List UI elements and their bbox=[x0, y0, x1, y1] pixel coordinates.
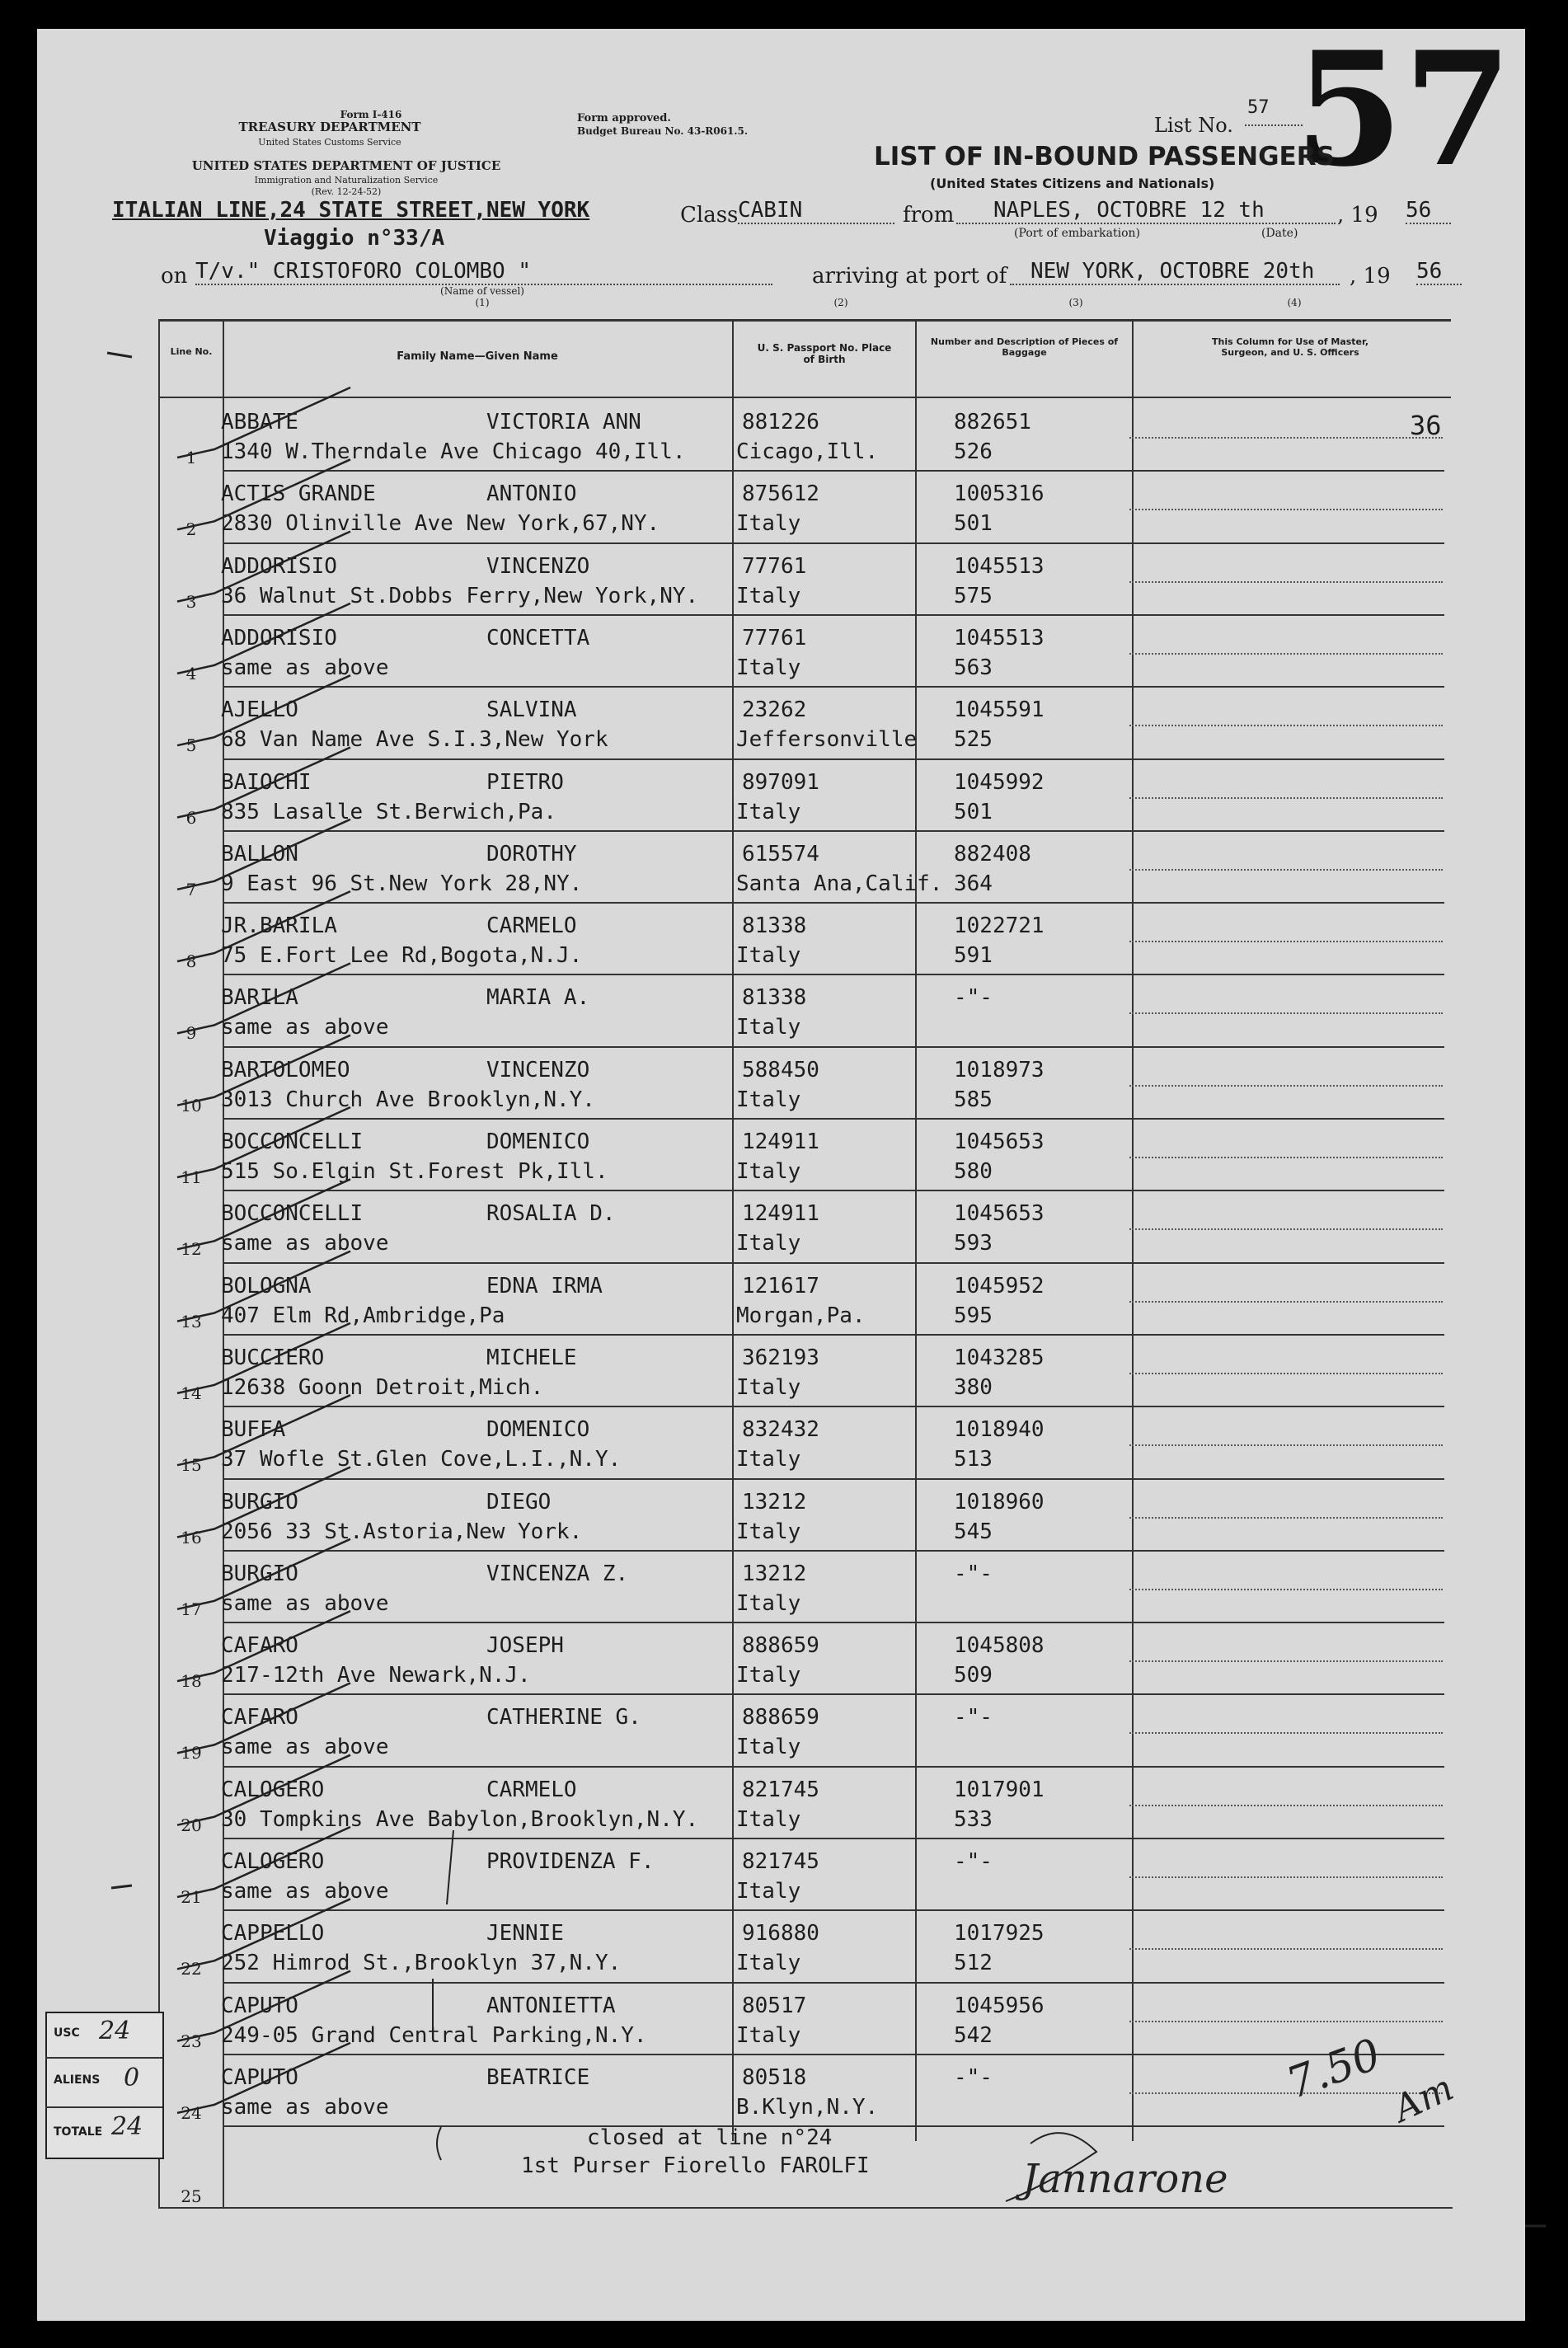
family-name: CAPPELLO bbox=[221, 1921, 325, 1946]
address: 2056 33 St.Astoria,New York. bbox=[221, 1519, 583, 1544]
year-prefix-2: , 19 bbox=[1350, 264, 1391, 289]
line-number: 5 bbox=[185, 735, 197, 756]
baggage-description: 595 bbox=[954, 1303, 993, 1328]
given-name: MARIA A. bbox=[486, 985, 590, 1011]
given-name: CARMELO bbox=[486, 1777, 577, 1802]
line-number: 7 bbox=[185, 879, 197, 899]
arriving-label: arriving at port of bbox=[812, 264, 1007, 289]
place-of-birth: Italy bbox=[736, 655, 801, 680]
baggage-number: 1045952 bbox=[954, 1273, 1045, 1298]
check-mark bbox=[177, 1251, 350, 1322]
baggage-number: -"- bbox=[954, 1849, 993, 1874]
line-number: 22 bbox=[181, 1959, 202, 1979]
treasury-dept: TREASURY DEPARTMENT bbox=[238, 120, 421, 134]
passport-number: 916880 bbox=[742, 1921, 819, 1946]
baggage-number: 1018973 bbox=[954, 1057, 1045, 1082]
check-mark bbox=[177, 1971, 350, 2041]
family-name: BALLON bbox=[221, 841, 298, 866]
time-note: 7.50 bbox=[1280, 2030, 1387, 2109]
line-number: 16 bbox=[181, 1527, 202, 1547]
place-of-birth: Italy bbox=[736, 1879, 801, 1904]
place-of-birth: Italy bbox=[736, 943, 801, 969]
tally-totale-value: 24 bbox=[111, 2112, 143, 2141]
address: same as above bbox=[221, 2094, 389, 2120]
tally-totale-label: TOTALE bbox=[54, 2125, 103, 2139]
check-mark bbox=[177, 459, 350, 529]
year-2: 56 bbox=[1416, 259, 1462, 285]
given-name: VICTORIA ANN bbox=[486, 410, 641, 434]
address: 36 Walnut St.Dobbs Ferry,New York,NY. bbox=[221, 583, 699, 608]
passport-number: 23262 bbox=[742, 697, 807, 723]
baggage-number: 1045513 bbox=[954, 625, 1045, 650]
place-of-birth: Italy bbox=[736, 1159, 801, 1184]
family-name: BOCCONCELLI bbox=[221, 1201, 364, 1227]
line-number: 24 bbox=[181, 2102, 202, 2123]
address: same as above bbox=[221, 655, 389, 680]
year-prefix-1: , 19 bbox=[1337, 203, 1378, 228]
baggage-description: 364 bbox=[954, 871, 993, 896]
tally-aliens-value: 0 bbox=[124, 2064, 140, 2092]
line-number: 17 bbox=[181, 1599, 202, 1619]
passport-number: 81338 bbox=[742, 985, 807, 1011]
family-name: ACTIS GRANDE bbox=[221, 481, 376, 507]
given-name: ANTONIETTA bbox=[486, 1993, 616, 2018]
line-number: 9 bbox=[185, 1023, 197, 1044]
given-name: DOMENICO bbox=[486, 1129, 590, 1154]
place-of-birth: Italy bbox=[736, 1519, 801, 1544]
baggage-number: 1018940 bbox=[954, 1417, 1045, 1443]
check-mark bbox=[177, 1539, 350, 1609]
vessel-caption: (Name of vessel) bbox=[440, 285, 524, 297]
ins-service: Immigration and Naturalization Service bbox=[254, 175, 439, 185]
address: 217-12th Ave Newark,N.J. bbox=[221, 1663, 531, 1688]
given-name: BEATRICE bbox=[486, 2064, 590, 2090]
address: 75 E.Fort Lee Rd,Bogota,N.J. bbox=[221, 943, 583, 969]
form-subtitle: (United States Citizens and Nationals) bbox=[930, 176, 1215, 191]
vessel-caption-number: (1) bbox=[475, 297, 490, 308]
closed-at-line: closed at line n°24 bbox=[587, 2125, 833, 2150]
header-passport: U. S. Passport No. Place of Birth bbox=[757, 342, 892, 365]
line-number: 10 bbox=[181, 1095, 202, 1115]
family-name: CALOGERO bbox=[221, 1849, 325, 1874]
family-name: CAFARO bbox=[221, 1633, 298, 1659]
passport-number: 13212 bbox=[742, 1489, 807, 1514]
address: 252 Himrod St.,Brooklyn 37,N.Y. bbox=[221, 1951, 622, 1976]
check-mark bbox=[177, 1683, 350, 1753]
line-number: 13 bbox=[181, 1311, 202, 1331]
class-value: CABIN bbox=[738, 198, 894, 224]
family-name: BURGIO bbox=[221, 1489, 298, 1514]
form-number: Form I-416 bbox=[340, 109, 402, 120]
check-mark bbox=[177, 1899, 350, 1969]
given-name: MICHELE bbox=[486, 1345, 577, 1370]
from-value: NAPLES, OCTOBRE 12 th bbox=[956, 198, 1336, 224]
given-name: JOSEPH bbox=[486, 1633, 564, 1659]
family-name: JR.BARILA bbox=[221, 913, 337, 939]
given-name: CONCETTA bbox=[486, 625, 590, 650]
form-approved: Form approved. bbox=[577, 112, 671, 124]
baggage-description: 585 bbox=[954, 1087, 993, 1112]
family-name: BUCCIERO bbox=[221, 1345, 325, 1370]
address: same as above bbox=[221, 1590, 389, 1616]
address: same as above bbox=[221, 1231, 389, 1256]
given-name: DOROTHY bbox=[486, 841, 577, 866]
header-baggage: Number and Description of Pieces of Baggage bbox=[930, 336, 1119, 358]
baggage-number: 1005316 bbox=[954, 481, 1045, 507]
place-of-birth: Italy bbox=[736, 511, 801, 537]
baggage-description: 380 bbox=[954, 1374, 993, 1400]
justice-dept: UNITED STATES DEPARTMENT OF JUSTICE bbox=[191, 158, 501, 173]
time-note-suffix: Am bbox=[1387, 2066, 1460, 2131]
header-family-name: Family Name—Given Name bbox=[397, 350, 558, 363]
line-number: 15 bbox=[181, 1455, 202, 1476]
place-of-birth: Italy bbox=[736, 1590, 801, 1616]
address: 407 Elm Rd,Ambridge,Pa bbox=[221, 1303, 505, 1328]
line-number: 8 bbox=[185, 951, 197, 972]
passport-number: 121617 bbox=[742, 1273, 819, 1298]
baggage-number: 1018960 bbox=[954, 1489, 1045, 1514]
given-name: VINCENZO bbox=[486, 1057, 590, 1082]
family-name: BOLOGNA bbox=[221, 1273, 312, 1298]
line-number: 3 bbox=[185, 591, 197, 612]
baggage-description: 501 bbox=[954, 799, 993, 824]
passport-number: 77761 bbox=[742, 625, 807, 650]
arriving-value: NEW YORK, OCTOBRE 20th bbox=[1010, 259, 1340, 285]
check-mark bbox=[177, 1179, 350, 1249]
passport-number: 875612 bbox=[742, 481, 819, 507]
year-1: 56 bbox=[1406, 198, 1451, 224]
passport-number: 888659 bbox=[742, 1705, 819, 1730]
baggage-description: 533 bbox=[954, 1806, 993, 1832]
address: 9 East 96 St.New York 28,NY. bbox=[221, 871, 583, 896]
baggage-number: 882408 bbox=[954, 841, 1031, 866]
baggage-number: 1045653 bbox=[954, 1201, 1045, 1227]
line-number: 23 bbox=[181, 2031, 202, 2051]
family-name: BUFFA bbox=[221, 1417, 286, 1443]
address: 2830 Olinville Ave New York,67,NY. bbox=[221, 511, 660, 537]
check-mark bbox=[177, 675, 350, 745]
place-of-birth: Morgan,Pa. bbox=[736, 1303, 866, 1328]
place-of-birth: Italy bbox=[736, 583, 801, 608]
given-name: SALVINA bbox=[486, 697, 577, 723]
check-mark bbox=[177, 1827, 350, 1897]
family-name: BARILA bbox=[221, 985, 298, 1011]
check-mark bbox=[177, 1611, 350, 1681]
check-mark bbox=[177, 1035, 350, 1106]
passport-number: 888659 bbox=[742, 1633, 819, 1659]
family-name: CAPUTO bbox=[221, 2064, 298, 2090]
given-name: VINCENZA Z. bbox=[486, 1561, 629, 1586]
from-label: from bbox=[903, 203, 955, 228]
address: 515 So.Elgin St.Forest Pk,Ill. bbox=[221, 1159, 608, 1184]
place-of-birth: Italy bbox=[736, 1087, 801, 1112]
baggage-description: 545 bbox=[954, 1519, 993, 1544]
family-name: AJELLO bbox=[221, 697, 298, 723]
place-of-birth: B.Klyn,N.Y. bbox=[736, 2094, 879, 2120]
passport-number: 80518 bbox=[742, 2064, 807, 2090]
passport-number: 588450 bbox=[742, 1057, 819, 1082]
baggage-description: 509 bbox=[954, 1663, 993, 1688]
given-name: PIETRO bbox=[486, 769, 564, 795]
given-name: EDNA IRMA bbox=[486, 1273, 603, 1298]
given-name: CATHERINE G. bbox=[486, 1705, 641, 1730]
form-revision: (Rev. 12-24-52) bbox=[311, 186, 382, 197]
place-of-birth: Italy bbox=[736, 1374, 801, 1400]
passport-number: 881226 bbox=[742, 410, 819, 434]
line-number: 21 bbox=[181, 1887, 202, 1907]
address: 37 Wofle St.Glen Cove,L.I.,N.Y. bbox=[221, 1447, 622, 1472]
address: 30 Tompkins Ave Babylon,Brooklyn,N.Y. bbox=[221, 1806, 699, 1832]
place-of-birth: Cicago,Ill. bbox=[736, 439, 879, 464]
check-mark bbox=[177, 2043, 350, 2113]
tally-aliens-label: ALIENS bbox=[54, 2073, 101, 2087]
family-name: CAPUTO bbox=[221, 1993, 298, 2018]
baggage-number: 1045591 bbox=[954, 697, 1045, 723]
address: same as above bbox=[221, 1735, 389, 1760]
line-number: 20 bbox=[181, 1815, 202, 1835]
header-officers: This Column for Use of Master, Surgeon, and U. S. Officers bbox=[1212, 336, 1368, 358]
passport-number: 821745 bbox=[742, 1849, 819, 1874]
given-name: ROSALIA D. bbox=[486, 1201, 616, 1227]
check-mark bbox=[177, 1755, 350, 1825]
caption-4: (4) bbox=[1287, 297, 1302, 308]
tally-usc-value: 24 bbox=[99, 2017, 131, 2045]
line-number: 6 bbox=[185, 807, 197, 828]
passport-number: 124911 bbox=[742, 1201, 819, 1227]
family-name: ADDORISIO bbox=[221, 553, 337, 579]
baggage-number: 1045513 bbox=[954, 553, 1045, 579]
address: 1340 W.Therndale Ave Chicago 40,Ill. bbox=[221, 439, 686, 464]
place-of-birth: Jeffersonville bbox=[736, 727, 918, 753]
baggage-description: 580 bbox=[954, 1159, 993, 1184]
line-number: 19 bbox=[181, 1743, 202, 1763]
check-mark bbox=[177, 819, 350, 890]
passport-number: 81338 bbox=[742, 913, 807, 939]
baggage-description: 593 bbox=[954, 1231, 993, 1256]
port-caption: (Port of embarkation) bbox=[1014, 227, 1140, 240]
check-mark bbox=[177, 1468, 350, 1538]
baggage-description: 591 bbox=[954, 943, 993, 969]
address: 12638 Goonn Detroit,Mich. bbox=[221, 1374, 544, 1400]
check-mark bbox=[177, 1323, 350, 1393]
baggage-number: -"- bbox=[954, 1705, 993, 1730]
baggage-number: 1045992 bbox=[954, 769, 1045, 795]
family-name: ABBATE bbox=[221, 410, 298, 434]
given-name: DOMENICO bbox=[486, 1417, 590, 1443]
family-name: ADDORISIO bbox=[221, 625, 337, 650]
baggage-number: -"- bbox=[954, 1561, 993, 1586]
vessel-name: T/v." CRISTOFORO COLOMBO " bbox=[195, 259, 772, 285]
family-name: BARTOLOMEO bbox=[221, 1057, 350, 1082]
baggage-number: 1045808 bbox=[954, 1633, 1045, 1659]
list-no-small: 57 bbox=[1247, 97, 1270, 118]
budget-bureau: Budget Bureau No. 43-R061.5. bbox=[577, 125, 749, 137]
baggage-number: -"- bbox=[954, 2064, 993, 2090]
passport-number: 77761 bbox=[742, 553, 807, 579]
given-name: DIEGO bbox=[486, 1489, 552, 1514]
baggage-description: 563 bbox=[954, 655, 993, 680]
voyage-number: Viaggio n°33/A bbox=[264, 226, 445, 251]
place-of-birth: Italy bbox=[736, 1735, 801, 1760]
given-name: ANTONIO bbox=[486, 481, 577, 507]
line-number: 1 bbox=[185, 448, 197, 467]
passport-number: 362193 bbox=[742, 1345, 819, 1370]
place-of-birth: Italy bbox=[736, 1806, 801, 1832]
baggage-number: 1045956 bbox=[954, 1993, 1045, 2018]
place-of-birth: Italy bbox=[736, 799, 801, 824]
family-name: BOCCONCELLI bbox=[221, 1129, 364, 1154]
check-mark bbox=[177, 1395, 350, 1465]
given-name: JENNIE bbox=[486, 1921, 564, 1946]
address: 835 Lasalle St.Berwich,Pa. bbox=[221, 799, 556, 824]
address: 249-05 Grand Central Parking,N.Y. bbox=[221, 2022, 647, 2048]
purser-name: 1st Purser Fiorello FAROLFI bbox=[521, 2153, 870, 2178]
check-mark bbox=[177, 532, 350, 602]
check-mark bbox=[177, 387, 350, 458]
baggage-number: 882651 bbox=[954, 410, 1031, 434]
baggage-number: 1043285 bbox=[954, 1345, 1045, 1370]
baggage-description: 526 bbox=[954, 439, 993, 464]
family-name: BAIOCHI bbox=[221, 769, 312, 795]
caption-2: (2) bbox=[833, 297, 848, 308]
baggage-description: 501 bbox=[954, 511, 993, 537]
check-mark bbox=[177, 1107, 350, 1177]
place-of-birth: Santa Ana,Calif. bbox=[736, 871, 943, 896]
line-number: 18 bbox=[181, 1671, 202, 1692]
list-no-label: List No. bbox=[1154, 114, 1233, 137]
address: 3013 Church Ave Brooklyn,N.Y. bbox=[221, 1087, 595, 1112]
place-of-birth: Italy bbox=[736, 1447, 801, 1472]
date-caption: (Date) bbox=[1261, 227, 1298, 240]
passport-number: 821745 bbox=[742, 1777, 819, 1802]
customs-service: United States Customs Service bbox=[258, 137, 401, 148]
place-of-birth: Italy bbox=[736, 1015, 801, 1040]
baggage-description: 575 bbox=[954, 583, 993, 608]
passport-number: 615574 bbox=[742, 841, 819, 866]
given-name: CARMELO bbox=[486, 913, 577, 939]
check-mark bbox=[177, 748, 350, 818]
form-title: LIST OF IN-BOUND PASSENGERS bbox=[874, 142, 1335, 171]
baggage-number: 1017901 bbox=[954, 1777, 1045, 1802]
tally-usc-label: USC bbox=[54, 2026, 80, 2040]
row1-count-note: 36 bbox=[1410, 410, 1442, 441]
baggage-description: 525 bbox=[954, 727, 993, 753]
passport-number: 124911 bbox=[742, 1129, 819, 1154]
check-mark bbox=[177, 891, 350, 961]
given-name: PROVIDENZA F. bbox=[486, 1849, 655, 1874]
passport-number: 897091 bbox=[742, 769, 819, 795]
place-of-birth: Italy bbox=[736, 1951, 801, 1976]
baggage-number: 1022721 bbox=[954, 913, 1045, 939]
address: same as above bbox=[221, 1879, 389, 1904]
line-number-25: 25 bbox=[181, 2186, 202, 2206]
check-mark bbox=[177, 963, 350, 1033]
shipping-line: ITALIAN LINE,24 STATE STREET,NEW YORK bbox=[112, 198, 590, 223]
class-label: Class bbox=[680, 203, 739, 228]
check-mark bbox=[177, 603, 350, 674]
header-line-no: Line No. bbox=[170, 346, 213, 357]
family-name: BURGIO bbox=[221, 1561, 298, 1586]
caption-3: (3) bbox=[1068, 297, 1083, 308]
line-number: 2 bbox=[185, 519, 197, 540]
passport-number: 80517 bbox=[742, 1993, 807, 2018]
passport-number: 832432 bbox=[742, 1417, 819, 1443]
baggage-number: 1045653 bbox=[954, 1129, 1045, 1154]
baggage-description: 513 bbox=[954, 1447, 993, 1472]
passport-number: 13212 bbox=[742, 1561, 807, 1586]
list-no-stamp: 57 bbox=[1294, 17, 1513, 201]
place-of-birth: Italy bbox=[736, 1663, 801, 1688]
place-of-birth: Italy bbox=[736, 2022, 801, 2048]
officer-signature: Jannarone bbox=[1022, 2156, 1228, 2202]
baggage-description: 542 bbox=[954, 2022, 993, 2048]
on-label: on bbox=[161, 264, 188, 289]
family-name: CAFARO bbox=[221, 1705, 298, 1730]
line-number: 14 bbox=[181, 1383, 202, 1403]
place-of-birth: Italy bbox=[736, 1231, 801, 1256]
baggage-number: 1017925 bbox=[954, 1921, 1045, 1946]
baggage-number: -"- bbox=[954, 985, 993, 1011]
given-name: VINCENZO bbox=[486, 553, 590, 579]
line-number: 11 bbox=[181, 1167, 202, 1187]
line-number: 12 bbox=[181, 1239, 202, 1260]
family-name: CALOGERO bbox=[221, 1777, 325, 1802]
address: same as above bbox=[221, 1015, 389, 1040]
line-number: 4 bbox=[185, 663, 197, 683]
address: 68 Van Name Ave S.I.3,New York bbox=[221, 727, 608, 753]
baggage-description: 512 bbox=[954, 1951, 993, 1976]
